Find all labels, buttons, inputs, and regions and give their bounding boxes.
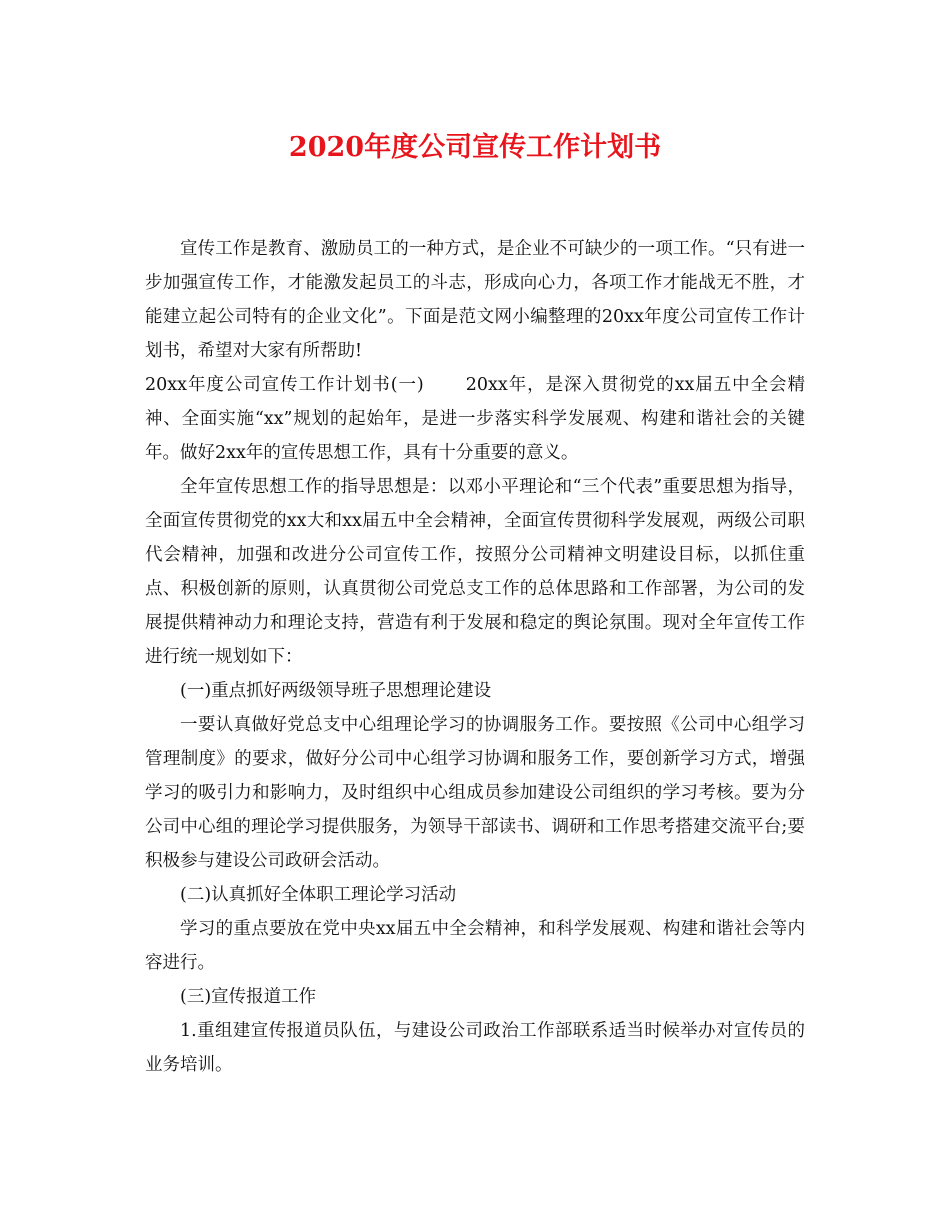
heading-leadership-theory: (一)重点抓好两级领导班子思想理论建设 — [180, 681, 492, 701]
section-lead: 20xx年度公司宣传工作计划书(一) — [145, 375, 424, 395]
paragraph-year-overview: 20xx年，是深入贯彻党的xx届五中全会精神、全面实施“xx”规划的起始年，是进一步落实科学发展观、构建和谐社会的关键年。做好2xx年的宣传思想工作，具有十分重要的意义。 — [145, 375, 805, 463]
paragraph-study-focus: 学习的重点要放在党中央xx届五中全会精神，和科学发展观、构建和谐社会等内容进行。 — [145, 919, 805, 973]
document-title: 2020年度公司宣传工作计划书 — [288, 132, 662, 163]
document-body — [145, 232, 805, 1082]
paragraph-intro: 宣传工作是教育、激励员工的一种方式，是企业不可缺少的一项工作。“只有进一步加强宣传工作，才能激发起员工的斗志，形成向心力，各项工作才能战无不胜，才能建立起公司特有的企业文化”。下面是范文网小编整理的20xx年度公司宣传工作计划书，希望对大家有所帮助! — [145, 239, 805, 361]
heading-staff-study: (二)认真抓好全体职工理论学习活动 — [180, 885, 457, 905]
paragraph-central-group: 一要认真做好党总支中心组理论学习的协调服务工作。要按照《公司中心组学习管理制度》的要求，做好分公司中心组学习协调和服务工作，要创新学习方式，增强学习的吸引力和影响力，及时组织中心组成员参加建设公司组织的学习考核。要为分公司中心组的理论学习提供服务，为领导干部读书、调研和工作思考搭建交流平台;要积极参与建设公司政研会活动。 — [145, 715, 805, 871]
paragraph-section-one — [145, 368, 805, 470]
paragraph-reporter-team: 1.重组建宣传报道员队伍，与建设公司政治工作部联系适当时候举办对宣传员的业务培训。 — [145, 1021, 805, 1075]
paragraph-guiding-thought: 全年宣传思想工作的指导思想是：以邓小平理论和“三个代表”重要思想为指导，全面宣传贯彻党的xx大和xx届五中全会精神，全面宣传贯彻科学发展观，两级公司职代会精神，加强和改进分公司宣传工作，按照分公司精神文明建设目标，以抓住重点、积极创新的原则，认真贯彻公司党总支工作的总体思路和工作部署，为公司的发展提供精神动力和理论支持，营造有利于发展和稳定的舆论氛围。现对全年宣传工作进行统一规划如下： — [145, 477, 805, 667]
heading-publicity-reporting: (三)宣传报道工作 — [180, 987, 317, 1007]
